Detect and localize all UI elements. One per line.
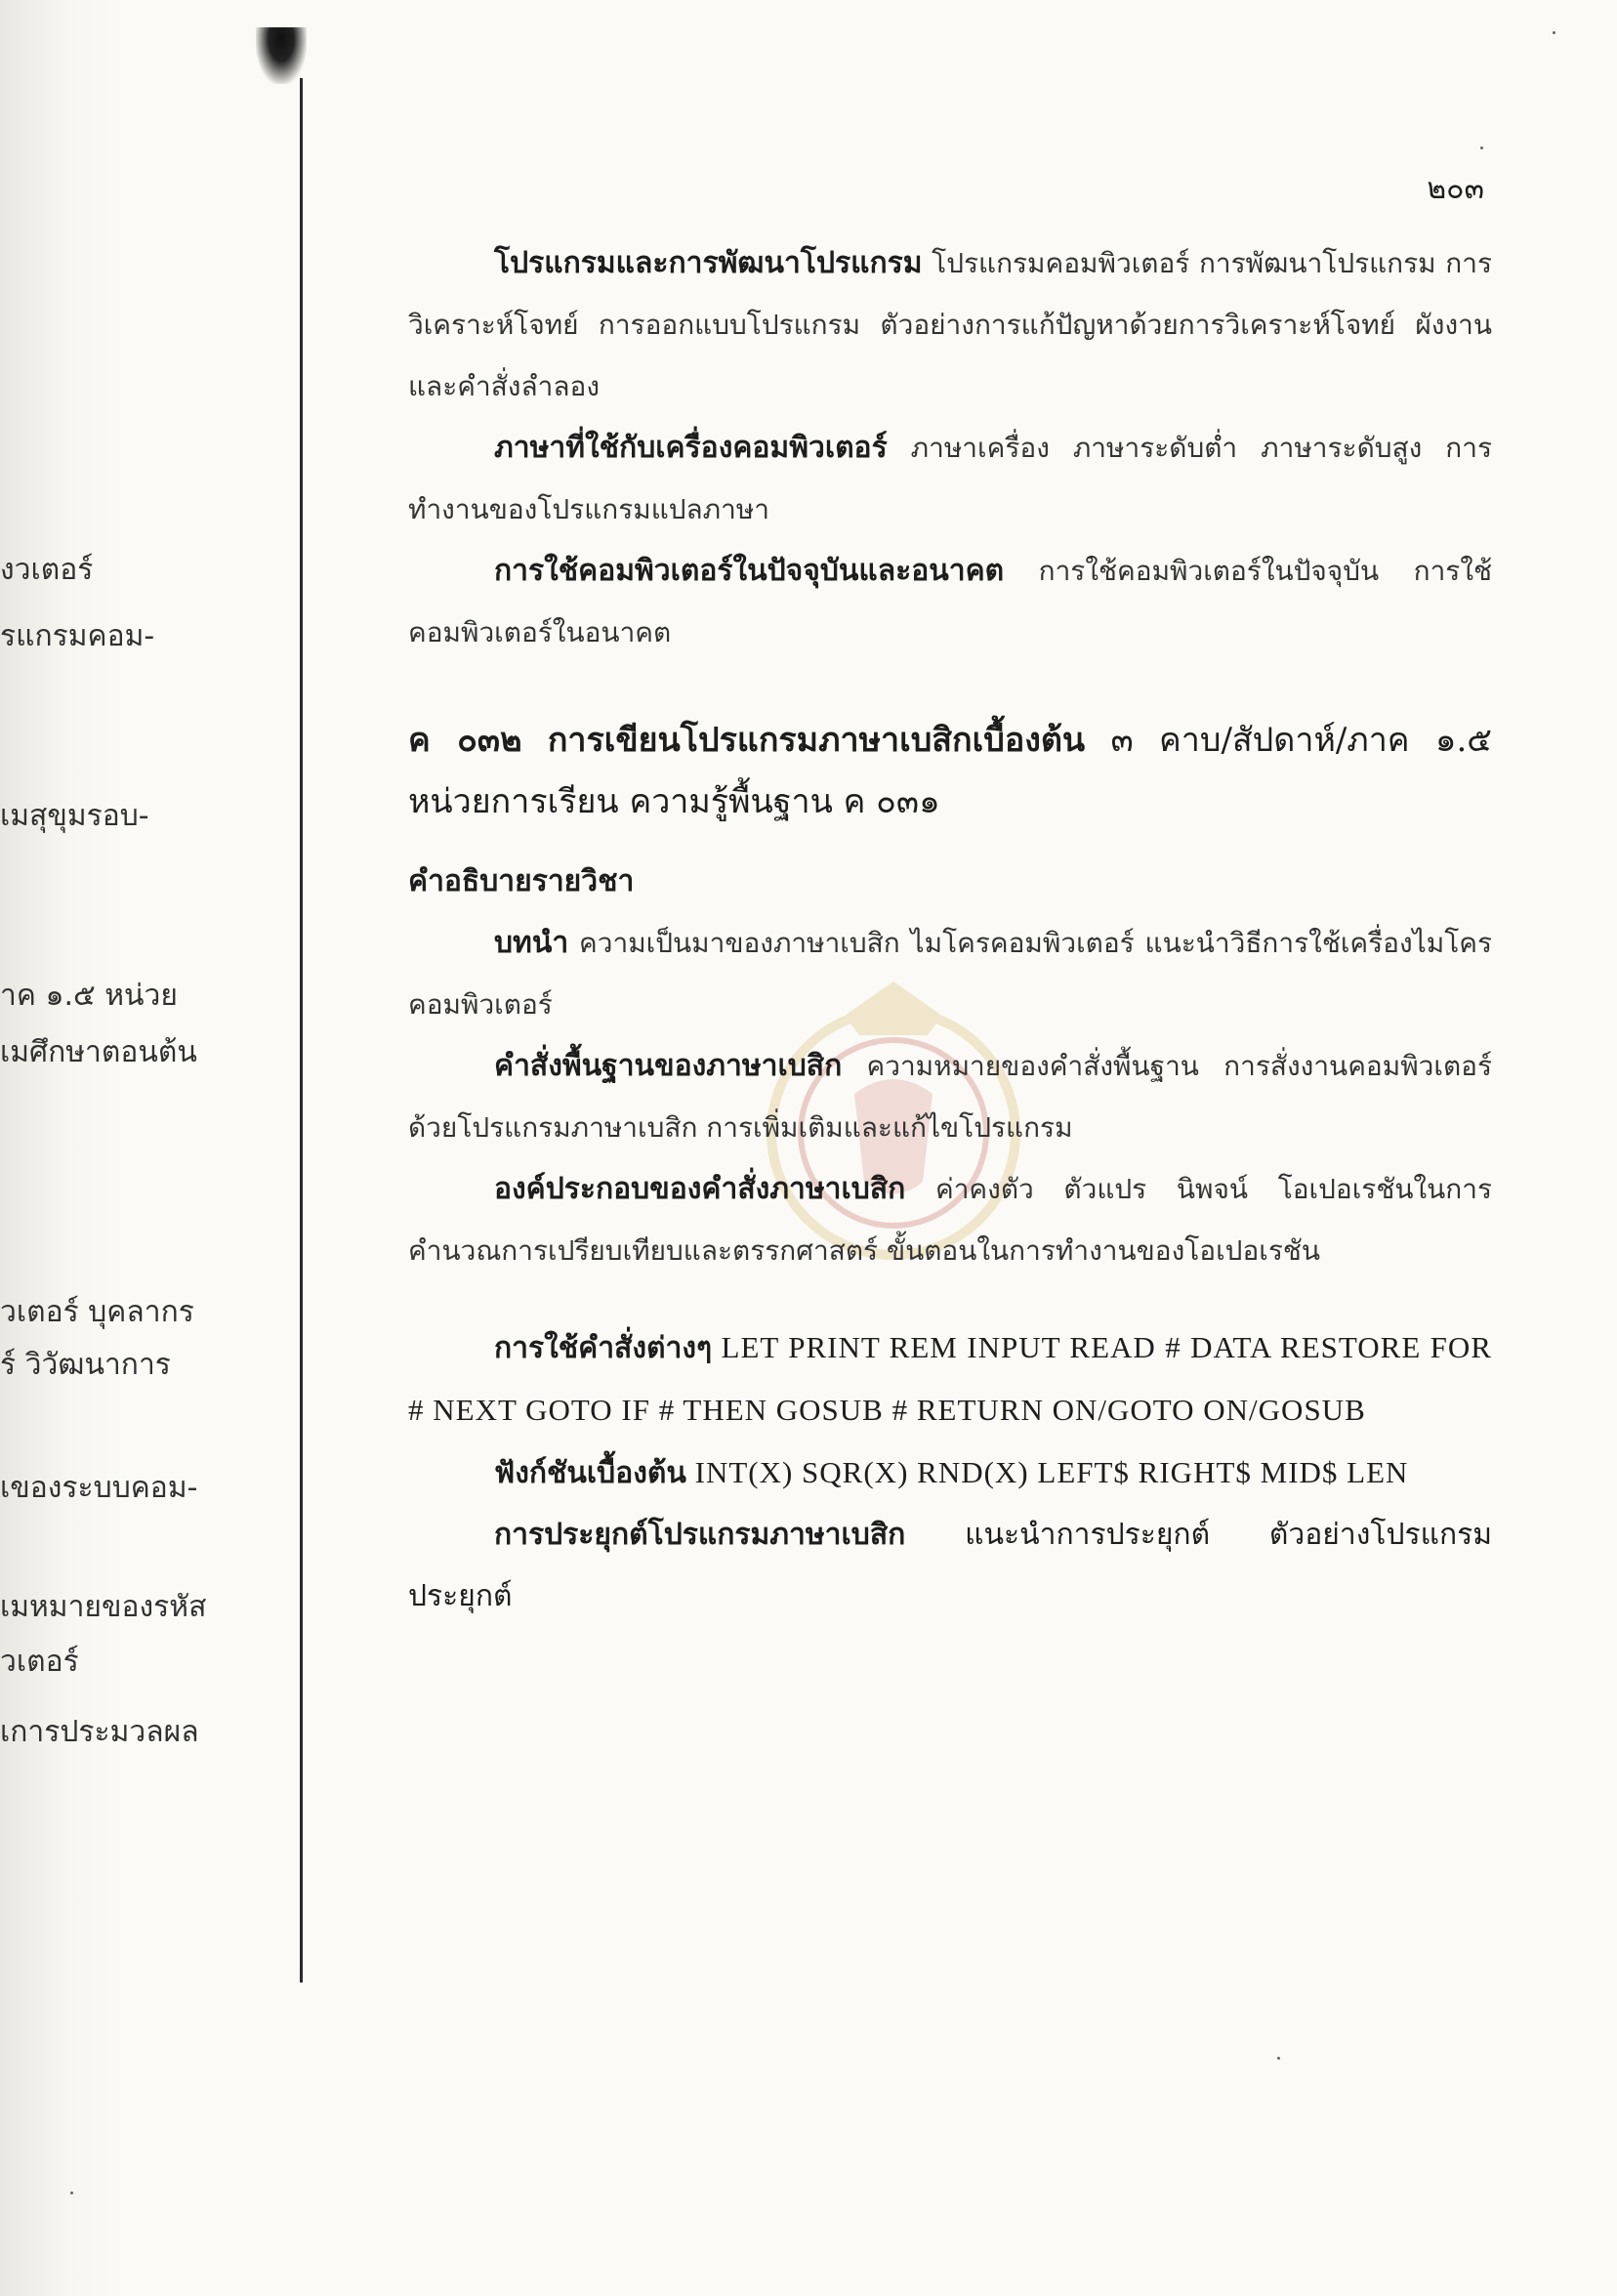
description-heading: องค์ประกอบของคำสั่งภาษาเบสิก — [494, 1172, 906, 1206]
topic-text: โปรแกรมคอมพิวเตอร์ การพัฒนาโปรแกรม การวิเคราะห์โจทย์ การออกแบบโปรแกรม ตัวอย่างการแก้ปัญหาด้วยการวิเคราะห์โจทย์ ผังงาน และคำสั่งลำลอง — [408, 247, 1492, 402]
topic-paragraph — [408, 232, 1492, 417]
scan-speck — [1277, 2057, 1280, 2060]
commands-list: LET PRINT REM INPUT READ # DATA RESTORE FOR # NEXT GOTO IF # THEN GOSUB # RETURN ON/GOTO ON/GOSUB — [408, 1330, 1492, 1427]
topic-paragraph — [408, 540, 1492, 663]
course-code: ค ๐๓๒ — [408, 721, 522, 760]
binding-shadow — [256, 27, 307, 84]
binding-spine — [300, 78, 303, 1983]
fragment-line: งวเตอร์ — [0, 553, 94, 587]
course-prerequisite: ความรู้พื้นฐาน ค ๐๓๑ — [629, 782, 940, 821]
page-number: ๒๐๓ — [1427, 172, 1484, 206]
description-text: ความเป็นมาของภาษาเบสิก ไมโครคอมพิวเตอร์ แนะนำวิธีการใช้เครื่องไมโครคอมพิวเตอร์ — [408, 927, 1492, 1021]
applications-text: แนะนำการประยุกต์ ตัวอย่างโปรแกรมประยุกต์ — [408, 1518, 1492, 1613]
topic-heading: ภาษาที่ใช้กับเครื่องคอมพิวเตอร์ — [494, 431, 888, 465]
page-body — [408, 232, 1492, 1627]
fragment-line: เมหมายของรหัส — [0, 1590, 207, 1624]
scan-speck — [1553, 31, 1555, 34]
fragment-line: เมศึกษาตอนต้น — [0, 1035, 197, 1069]
fragment-line: เการประมวลผล — [0, 1715, 199, 1749]
applications-heading: การประยุกต์โปรแกรมภาษาเบสิก — [494, 1518, 906, 1552]
description-heading: บทนำ — [494, 926, 569, 960]
topic-text: การใช้คอมพิวเตอร์ในปัจจุบัน การใช้คอมพิวเตอร์ในอนาคต — [408, 555, 1492, 648]
applications-paragraph — [408, 1504, 1492, 1627]
course-heading — [408, 710, 1492, 833]
fragment-line: าค ๑.๕ หน่วย — [0, 979, 178, 1013]
fragment-line: เมสุขุมรอบ- — [0, 799, 149, 833]
scan-speck — [70, 2192, 73, 2194]
topic-text: ภาษาเครื่อง ภาษาระดับต่ำ ภาษาระดับสูง การทำงานของโปรแกรมแปลภาษา — [408, 432, 1492, 525]
fragment-line: วเตอร์ บุคลากร — [0, 1295, 194, 1329]
fragment-line: เของระบบคอม- — [0, 1471, 198, 1505]
fragment-line: วเตอร์ — [0, 1645, 79, 1679]
scan-speck — [1480, 146, 1483, 149]
course-title: การเขียนโปรแกรมภาษาเบสิกเบื้องต้น — [547, 721, 1086, 760]
description-text: ค่าคงตัว ตัวแปร นิพจน์ โอเปอเรชันในการคำนวณการเปรียบเทียบและตรรกศาสตร์ ขั้นตอนในการทำงานของโอเปอเรชัน — [408, 1173, 1492, 1267]
description-paragraph — [408, 1035, 1492, 1158]
fragment-line: ร์ วิวัฒนาการ — [0, 1348, 171, 1382]
topic-heading: การใช้คอมพิวเตอร์ในปัจจุบันและอนาคต — [494, 554, 1005, 588]
fragment-line: รแกรมคอม- — [0, 619, 155, 653]
functions-paragraph — [408, 1441, 1492, 1504]
functions-heading: ฟังก์ชันเบื้องต้น — [494, 1456, 686, 1490]
description-paragraph — [408, 912, 1492, 1035]
commands-heading: การใช้คำสั่งต่างๆ — [494, 1331, 713, 1365]
description-heading: คำสั่งพื้นฐานของภาษาเบสิก — [494, 1049, 843, 1083]
description-text: ความหมายของคำสั่งพื้นฐาน การสั่งงานคอมพิวเตอร์ด้วยโปรแกรมภาษาเบสิก การเพิ่มเติมและแก้ไขโปรแกรม — [408, 1050, 1492, 1144]
topic-paragraph — [408, 417, 1492, 540]
functions-list: INT(X) SQR(X) RND(X) LEFT$ RIGHT$ MID$ LEN — [685, 1455, 1409, 1489]
description-label: คำอธิบายรายวิชา — [408, 864, 635, 898]
description-paragraph — [408, 1158, 1492, 1281]
course-hours: ๓ คาบ/สัปดาห์/ภาค ๑.๕ หน่วยการเรียน — [408, 721, 1492, 821]
topic-heading: โปรแกรมและการพัฒนาโปรแกรม — [494, 246, 923, 280]
commands-paragraph — [408, 1316, 1492, 1441]
